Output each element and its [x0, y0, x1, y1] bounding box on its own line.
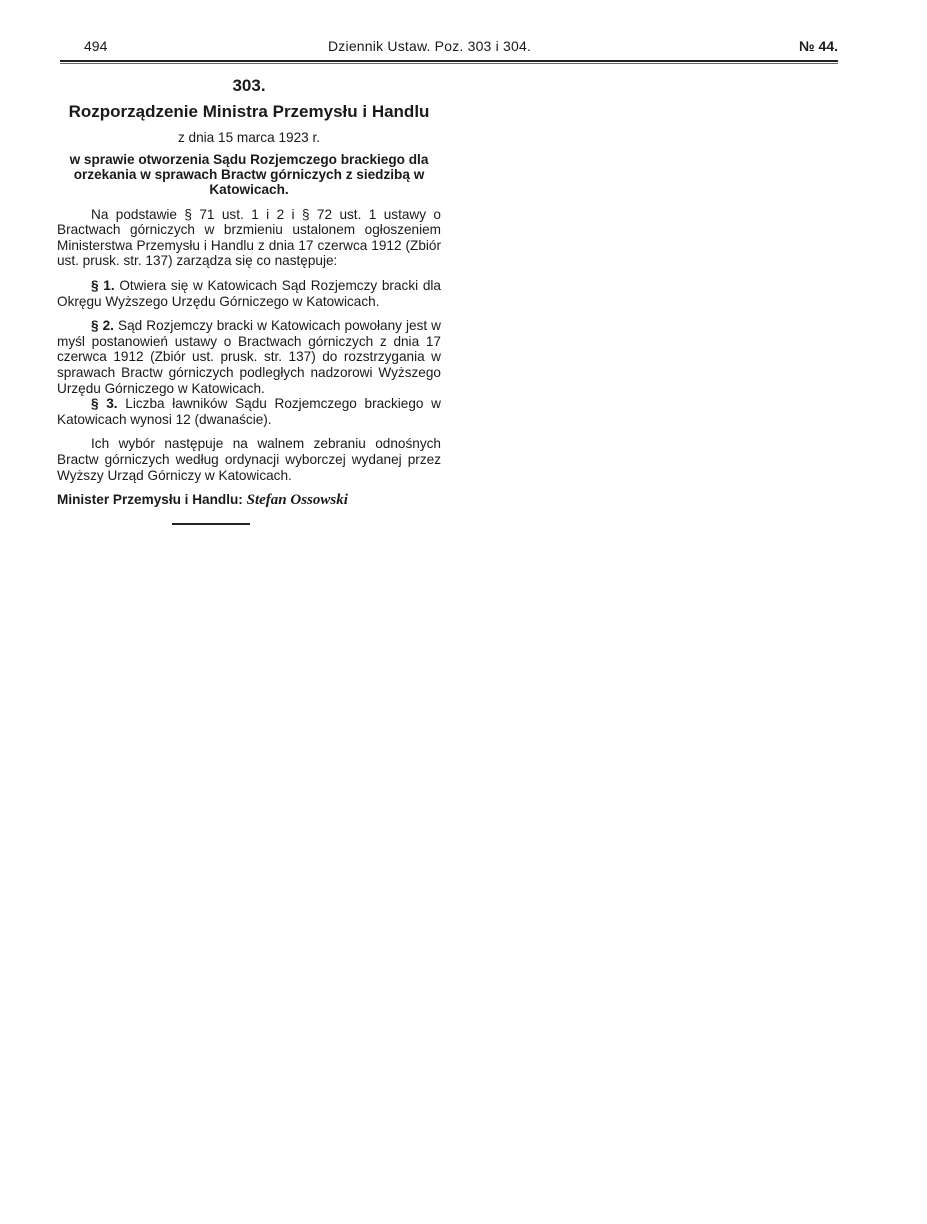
section-1-text: Otwiera się w Katowicach Sąd Rozjemczy bracki dla Okręgu Wyższego Urzędu Górniczego w Katowicach.: [57, 277, 441, 309]
issue-number: № 44.: [799, 38, 838, 54]
section-2-label: § 2.: [91, 318, 114, 334]
signature-name: Stefan Ossowski: [246, 492, 348, 509]
section-3-label: § 3.: [91, 396, 118, 412]
running-header: [60, 38, 838, 58]
section-1: [57, 278, 441, 309]
page-number: 494: [84, 38, 108, 54]
signature-role: Minister Przemysłu i Handlu:: [57, 492, 243, 508]
act-subject: w sprawie otworzenia Sądu Rozjemczego brackiego dla orzekania w sprawach Bractw górniczych z siedzibą w Katowicach.: [69, 151, 429, 197]
section-1-label: § 1.: [91, 277, 115, 293]
journal-title: Dziennik Ustaw. Poz. 303 i 304.: [328, 38, 532, 54]
closing-paragraph: Ich wybór następuje na walnem zebraniu odnośnych Bractw górniczych według ordynacji wyborczej wydanej przez Wyższy Urząd Górniczy w Katowicach.: [57, 436, 441, 483]
preamble-paragraph: Na podstawie § 71 ust. 1 i 2 i § 72 ust. 1 ustawy o Bractwach górniczych w brzmieniu ustalonem ogłoszeniem Ministerstwa Przemysłu i Handlu z dnia 17 czerwca 1912 (Zbiór ust. prusk. str. 137) zarządza się co następuje:: [57, 206, 441, 269]
section-3: [57, 396, 441, 427]
section-2-text: Sąd Rozjemczy bracki w Katowicach powołany jest w myśl postanowień ustawy o Bractwach górniczych z dnia 17 czerwca 1912 (Zbiór ust. prusk. str. 137) do rozstrzygania w sprawach Bractw górniczych podległych nadzorowi Wyższego Urzędu Górniczego w Katowicach.: [57, 318, 442, 396]
section-3-text: Liczba ławników Sądu Rozjemczego brackiego w Katowicach wynosi 12 (dwanaście).: [57, 396, 441, 427]
act-date: z dnia 15 marca 1923 r.: [177, 130, 321, 145]
header-rule: [60, 60, 838, 62]
signature-line: [57, 492, 441, 509]
end-rule: [172, 523, 250, 525]
act-title: Rozporządzenie Ministra Przemysłu i Handlu: [68, 102, 430, 121]
section-2: [57, 318, 441, 396]
act-item-number: 303.: [232, 76, 266, 95]
header-rule-thin: [60, 63, 838, 64]
act-column: [57, 76, 441, 525]
